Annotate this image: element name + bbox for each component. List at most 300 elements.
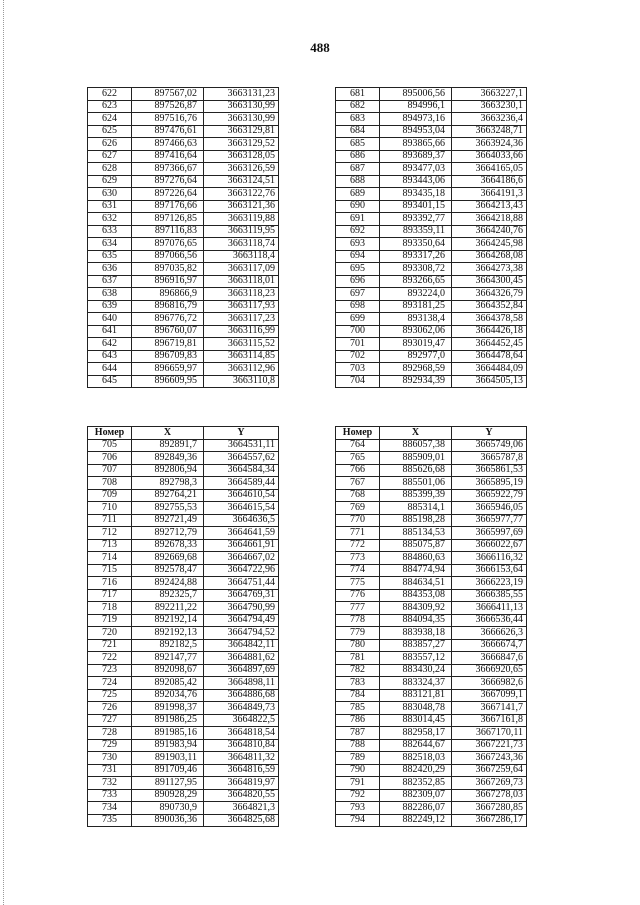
header-number: Номер xyxy=(336,427,380,440)
x-coordinate-cell: 893019,47 xyxy=(380,338,452,351)
x-coordinate-cell: 883430,24 xyxy=(380,664,452,677)
x-coordinate-cell: 891986,25 xyxy=(132,714,204,727)
y-coordinate-cell: 3664897,69 xyxy=(204,664,279,677)
header-x: X xyxy=(132,427,204,440)
header-y: Y xyxy=(452,427,527,440)
table-row xyxy=(88,150,279,163)
point-number-cell: 788 xyxy=(336,739,380,752)
x-coordinate-cell: 892721,49 xyxy=(132,514,204,527)
y-coordinate-cell: 3664821,3 xyxy=(204,802,279,815)
point-number-cell: 709 xyxy=(88,489,132,502)
y-coordinate-cell: 3664794,52 xyxy=(204,627,279,640)
table-row xyxy=(88,752,279,765)
point-number-cell: 778 xyxy=(336,614,380,627)
point-number-cell: 732 xyxy=(88,777,132,790)
point-number-cell: 691 xyxy=(336,213,380,226)
y-coordinate-cell: 3664819,97 xyxy=(204,777,279,790)
point-number-cell: 700 xyxy=(336,325,380,338)
point-number-cell: 791 xyxy=(336,777,380,790)
y-coordinate-cell: 3664352,84 xyxy=(452,300,527,313)
table-row xyxy=(88,100,279,113)
y-coordinate-cell: 3663119,88 xyxy=(204,213,279,226)
table-row xyxy=(336,652,527,665)
point-number-cell: 683 xyxy=(336,113,380,126)
x-coordinate-cell: 897567,02 xyxy=(132,88,204,101)
table-row xyxy=(336,125,527,138)
x-coordinate-cell: 885399,39 xyxy=(380,489,452,502)
point-number-cell: 639 xyxy=(88,300,132,313)
point-number-cell: 688 xyxy=(336,175,380,188)
point-number-cell: 785 xyxy=(336,702,380,715)
table-row xyxy=(88,664,279,677)
y-coordinate-cell: 3664881,62 xyxy=(204,652,279,665)
x-coordinate-cell: 882644,67 xyxy=(380,739,452,752)
x-coordinate-cell: 882352,85 xyxy=(380,777,452,790)
table-row xyxy=(336,714,527,727)
y-coordinate-cell: 3667259,64 xyxy=(452,764,527,777)
table-row xyxy=(88,677,279,690)
table-row xyxy=(336,514,527,527)
table-row xyxy=(336,614,527,627)
x-coordinate-cell: 884774,94 xyxy=(380,564,452,577)
y-coordinate-cell: 3663122,76 xyxy=(204,188,279,201)
table-row xyxy=(88,213,279,226)
point-number-cell: 717 xyxy=(88,589,132,602)
x-coordinate-cell: 896816,79 xyxy=(132,300,204,313)
x-coordinate-cell: 892211,22 xyxy=(132,602,204,615)
x-coordinate-cell: 897226,64 xyxy=(132,188,204,201)
table-row xyxy=(336,602,527,615)
y-coordinate-cell: 3667221,73 xyxy=(452,739,527,752)
y-coordinate-cell: 3663118,23 xyxy=(204,288,279,301)
x-coordinate-cell: 897066,56 xyxy=(132,250,204,263)
y-coordinate-cell: 3663230,1 xyxy=(452,100,527,113)
x-coordinate-cell: 891983,94 xyxy=(132,739,204,752)
coordinates-table-1 xyxy=(87,87,279,388)
x-coordinate-cell: 885626,68 xyxy=(380,464,452,477)
y-coordinate-cell: 3665895,19 xyxy=(452,477,527,490)
x-coordinate-cell: 892968,59 xyxy=(380,363,452,376)
table-row xyxy=(336,664,527,677)
point-number-cell: 642 xyxy=(88,338,132,351)
y-coordinate-cell: 3663118,4 xyxy=(204,250,279,263)
table-row xyxy=(88,552,279,565)
x-coordinate-cell: 892712,79 xyxy=(132,527,204,540)
y-coordinate-cell: 3663117,23 xyxy=(204,313,279,326)
y-coordinate-cell: 3663115,52 xyxy=(204,338,279,351)
point-number-cell: 626 xyxy=(88,138,132,151)
point-number-cell: 779 xyxy=(336,627,380,640)
point-number-cell: 720 xyxy=(88,627,132,640)
x-coordinate-cell: 897516,76 xyxy=(132,113,204,126)
point-number-cell: 734 xyxy=(88,802,132,815)
point-number-cell: 635 xyxy=(88,250,132,263)
table-row xyxy=(336,188,527,201)
table-row xyxy=(88,564,279,577)
table-row xyxy=(88,514,279,527)
y-coordinate-cell: 3664790,99 xyxy=(204,602,279,615)
x-coordinate-cell: 891998,37 xyxy=(132,702,204,715)
point-number-cell: 693 xyxy=(336,238,380,251)
y-coordinate-cell: 3664273,38 xyxy=(452,263,527,276)
y-coordinate-cell: 3667280,85 xyxy=(452,802,527,815)
y-coordinate-cell: 3664505,13 xyxy=(452,375,527,388)
y-coordinate-cell: 3664300,45 xyxy=(452,275,527,288)
table-row xyxy=(88,627,279,640)
x-coordinate-cell: 892849,36 xyxy=(132,452,204,465)
point-number-cell: 630 xyxy=(88,188,132,201)
y-coordinate-cell: 3664478,64 xyxy=(452,350,527,363)
table-row xyxy=(336,727,527,740)
point-number-cell: 715 xyxy=(88,564,132,577)
table-row xyxy=(88,777,279,790)
point-number-cell: 770 xyxy=(336,514,380,527)
table-row xyxy=(88,363,279,376)
x-coordinate-cell: 894996,1 xyxy=(380,100,452,113)
page-number: 488 xyxy=(310,40,330,55)
table-row xyxy=(88,764,279,777)
y-coordinate-cell: 3664636,5 xyxy=(204,514,279,527)
table-row xyxy=(88,375,279,388)
y-coordinate-cell: 3663130,99 xyxy=(204,113,279,126)
coordinates-table-4 xyxy=(335,426,527,827)
table-row xyxy=(88,275,279,288)
point-number-cell: 721 xyxy=(88,639,132,652)
table-row xyxy=(336,677,527,690)
y-coordinate-cell: 3667269,73 xyxy=(452,777,527,790)
x-coordinate-cell: 893138,4 xyxy=(380,313,452,326)
y-coordinate-cell: 3663119,95 xyxy=(204,225,279,238)
y-coordinate-cell: 3663117,09 xyxy=(204,263,279,276)
table-row xyxy=(336,150,527,163)
x-coordinate-cell: 897366,67 xyxy=(132,163,204,176)
table-row xyxy=(88,614,279,627)
point-number-cell: 685 xyxy=(336,138,380,151)
table-row xyxy=(88,125,279,138)
x-coordinate-cell: 883938,18 xyxy=(380,627,452,640)
x-coordinate-cell: 897126,85 xyxy=(132,213,204,226)
y-coordinate-cell: 3665922,79 xyxy=(452,489,527,502)
table-row xyxy=(336,163,527,176)
y-coordinate-cell: 3665977,77 xyxy=(452,514,527,527)
point-number-cell: 730 xyxy=(88,752,132,765)
point-number-cell: 767 xyxy=(336,477,380,490)
y-coordinate-cell: 3664165,05 xyxy=(452,163,527,176)
x-coordinate-cell: 896776,72 xyxy=(132,313,204,326)
y-coordinate-cell: 3664722,96 xyxy=(204,564,279,577)
table-row xyxy=(88,300,279,313)
point-number-cell: 681 xyxy=(336,88,380,101)
table-row xyxy=(88,502,279,515)
x-coordinate-cell: 890928,29 xyxy=(132,789,204,802)
y-coordinate-cell: 3664842,11 xyxy=(204,639,279,652)
y-coordinate-cell: 3663227,1 xyxy=(452,88,527,101)
point-number-cell: 697 xyxy=(336,288,380,301)
x-coordinate-cell: 892147,77 xyxy=(132,652,204,665)
point-number-cell: 708 xyxy=(88,477,132,490)
point-number-cell: 641 xyxy=(88,325,132,338)
table-row xyxy=(88,527,279,540)
y-coordinate-cell: 3663129,81 xyxy=(204,125,279,138)
point-number-cell: 772 xyxy=(336,539,380,552)
point-number-cell: 705 xyxy=(88,439,132,452)
y-coordinate-cell: 3664245,98 xyxy=(452,238,527,251)
table-row xyxy=(336,225,527,238)
point-number-cell: 687 xyxy=(336,163,380,176)
y-coordinate-cell: 3664886,68 xyxy=(204,689,279,702)
table-row xyxy=(88,539,279,552)
page-edge-line xyxy=(3,0,5,905)
x-coordinate-cell: 883014,45 xyxy=(380,714,452,727)
y-coordinate-cell: 3664426,18 xyxy=(452,325,527,338)
x-coordinate-cell: 886057,38 xyxy=(380,439,452,452)
x-coordinate-cell: 897526,87 xyxy=(132,100,204,113)
x-coordinate-cell: 884634,51 xyxy=(380,577,452,590)
y-coordinate-cell: 3667170,11 xyxy=(452,727,527,740)
x-coordinate-cell: 891127,95 xyxy=(132,777,204,790)
y-coordinate-cell: 3663126,59 xyxy=(204,163,279,176)
x-coordinate-cell: 893435,18 xyxy=(380,188,452,201)
point-number-cell: 632 xyxy=(88,213,132,226)
y-coordinate-cell: 3663121,36 xyxy=(204,200,279,213)
x-coordinate-cell: 883121,81 xyxy=(380,689,452,702)
point-number-cell: 628 xyxy=(88,163,132,176)
point-number-cell: 686 xyxy=(336,150,380,163)
y-coordinate-cell: 3663129,52 xyxy=(204,138,279,151)
table-row xyxy=(336,789,527,802)
x-coordinate-cell: 882286,07 xyxy=(380,802,452,815)
table-row xyxy=(336,502,527,515)
x-coordinate-cell: 883048,78 xyxy=(380,702,452,715)
y-coordinate-cell: 3664794,49 xyxy=(204,614,279,627)
point-number-cell: 643 xyxy=(88,350,132,363)
y-coordinate-cell: 3663117,93 xyxy=(204,300,279,313)
x-coordinate-cell: 893224,0 xyxy=(380,288,452,301)
x-coordinate-cell: 892182,5 xyxy=(132,639,204,652)
y-coordinate-cell: 3664218,88 xyxy=(452,213,527,226)
x-coordinate-cell: 893477,03 xyxy=(380,163,452,176)
x-coordinate-cell: 896719,81 xyxy=(132,338,204,351)
y-coordinate-cell: 3663130,99 xyxy=(204,100,279,113)
point-number-cell: 774 xyxy=(336,564,380,577)
table-row xyxy=(336,589,527,602)
table-row xyxy=(336,552,527,565)
point-number-cell: 771 xyxy=(336,527,380,540)
y-coordinate-cell: 3666385,55 xyxy=(452,589,527,602)
point-number-cell: 782 xyxy=(336,664,380,677)
x-coordinate-cell: 892806,94 xyxy=(132,464,204,477)
y-coordinate-cell: 3666674,7 xyxy=(452,639,527,652)
y-coordinate-cell: 3663248,71 xyxy=(452,125,527,138)
header-row xyxy=(88,427,279,440)
x-coordinate-cell: 892755,53 xyxy=(132,502,204,515)
y-coordinate-cell: 3664641,59 xyxy=(204,527,279,540)
table-row xyxy=(336,564,527,577)
x-coordinate-cell: 893359,11 xyxy=(380,225,452,238)
y-coordinate-cell: 3666536,44 xyxy=(452,614,527,627)
y-coordinate-cell: 3664661,91 xyxy=(204,539,279,552)
point-number-cell: 727 xyxy=(88,714,132,727)
table-row xyxy=(88,225,279,238)
table-row xyxy=(88,739,279,752)
y-coordinate-cell: 3664751,44 xyxy=(204,577,279,590)
point-number-cell: 723 xyxy=(88,664,132,677)
y-coordinate-cell: 3663112,96 xyxy=(204,363,279,376)
x-coordinate-cell: 893181,25 xyxy=(380,300,452,313)
x-coordinate-cell: 896760,07 xyxy=(132,325,204,338)
x-coordinate-cell: 882958,17 xyxy=(380,727,452,740)
y-coordinate-cell: 3664898,11 xyxy=(204,677,279,690)
table-row xyxy=(336,288,527,301)
point-number-cell: 794 xyxy=(336,814,380,827)
y-coordinate-cell: 3663116,99 xyxy=(204,325,279,338)
x-coordinate-cell: 884860,63 xyxy=(380,552,452,565)
point-number-cell: 636 xyxy=(88,263,132,276)
point-number-cell: 629 xyxy=(88,175,132,188)
point-number-cell: 731 xyxy=(88,764,132,777)
point-number-cell: 640 xyxy=(88,313,132,326)
point-number-cell: 789 xyxy=(336,752,380,765)
y-coordinate-cell: 3666982,6 xyxy=(452,677,527,690)
table-row xyxy=(336,200,527,213)
point-number-cell: 787 xyxy=(336,727,380,740)
point-number-cell: 690 xyxy=(336,200,380,213)
y-coordinate-cell: 3663118,01 xyxy=(204,275,279,288)
y-coordinate-cell: 3666022,67 xyxy=(452,539,527,552)
table-row xyxy=(336,752,527,765)
table-row xyxy=(88,325,279,338)
point-number-cell: 726 xyxy=(88,702,132,715)
x-coordinate-cell: 892098,67 xyxy=(132,664,204,677)
y-coordinate-cell: 3664378,58 xyxy=(452,313,527,326)
y-coordinate-cell: 3664531,11 xyxy=(204,439,279,452)
point-number-cell: 714 xyxy=(88,552,132,565)
table-row xyxy=(88,250,279,263)
point-number-cell: 703 xyxy=(336,363,380,376)
y-coordinate-cell: 3664810,84 xyxy=(204,739,279,752)
point-number-cell: 769 xyxy=(336,502,380,515)
table-row xyxy=(336,338,527,351)
point-number-cell: 773 xyxy=(336,552,380,565)
table-row xyxy=(88,188,279,201)
y-coordinate-cell: 3667286,17 xyxy=(452,814,527,827)
point-number-cell: 780 xyxy=(336,639,380,652)
y-coordinate-cell: 3664769,31 xyxy=(204,589,279,602)
table-row xyxy=(88,175,279,188)
y-coordinate-cell: 3663128,05 xyxy=(204,150,279,163)
point-number-cell: 622 xyxy=(88,88,132,101)
table-row xyxy=(336,88,527,101)
table-row xyxy=(88,814,279,827)
x-coordinate-cell: 892669,68 xyxy=(132,552,204,565)
point-number-cell: 627 xyxy=(88,150,132,163)
x-coordinate-cell: 885501,06 xyxy=(380,477,452,490)
point-number-cell: 695 xyxy=(336,263,380,276)
point-number-cell: 764 xyxy=(336,439,380,452)
y-coordinate-cell: 3665997,69 xyxy=(452,527,527,540)
y-coordinate-cell: 3666223,19 xyxy=(452,577,527,590)
table-row xyxy=(336,275,527,288)
y-coordinate-cell: 3664667,02 xyxy=(204,552,279,565)
point-number-cell: 701 xyxy=(336,338,380,351)
table-row xyxy=(88,350,279,363)
table-row xyxy=(336,764,527,777)
x-coordinate-cell: 892192,14 xyxy=(132,614,204,627)
point-number-cell: 692 xyxy=(336,225,380,238)
y-coordinate-cell: 3663236,4 xyxy=(452,113,527,126)
y-coordinate-cell: 3666411,13 xyxy=(452,602,527,615)
table-row xyxy=(336,439,527,452)
x-coordinate-cell: 892325,7 xyxy=(132,589,204,602)
x-coordinate-cell: 882309,07 xyxy=(380,789,452,802)
table-row xyxy=(88,113,279,126)
table-row xyxy=(336,639,527,652)
y-coordinate-cell: 3664816,59 xyxy=(204,764,279,777)
point-number-cell: 645 xyxy=(88,375,132,388)
table-row xyxy=(88,288,279,301)
point-number-cell: 716 xyxy=(88,577,132,590)
point-number-cell: 623 xyxy=(88,100,132,113)
coordinates-table-2 xyxy=(335,87,527,388)
point-number-cell: 634 xyxy=(88,238,132,251)
point-number-cell: 781 xyxy=(336,652,380,665)
table-row xyxy=(88,338,279,351)
table-row xyxy=(88,263,279,276)
point-number-cell: 777 xyxy=(336,602,380,615)
x-coordinate-cell: 892424,88 xyxy=(132,577,204,590)
point-number-cell: 729 xyxy=(88,739,132,752)
table-row xyxy=(336,739,527,752)
x-coordinate-cell: 897276,64 xyxy=(132,175,204,188)
point-number-cell: 711 xyxy=(88,514,132,527)
table-row xyxy=(88,577,279,590)
table-row xyxy=(336,689,527,702)
y-coordinate-cell: 3667278,03 xyxy=(452,789,527,802)
y-coordinate-cell: 3664033,66 xyxy=(452,150,527,163)
table-row xyxy=(336,452,527,465)
table-row xyxy=(336,489,527,502)
x-coordinate-cell: 892934,39 xyxy=(380,375,452,388)
point-number-cell: 722 xyxy=(88,652,132,665)
x-coordinate-cell: 892798,3 xyxy=(132,477,204,490)
y-coordinate-cell: 3663924,36 xyxy=(452,138,527,151)
table-row xyxy=(336,213,527,226)
header-number: Номер xyxy=(88,427,132,440)
x-coordinate-cell: 897476,61 xyxy=(132,125,204,138)
point-number-cell: 775 xyxy=(336,577,380,590)
table-row xyxy=(88,477,279,490)
x-coordinate-cell: 893392,77 xyxy=(380,213,452,226)
table-row xyxy=(336,527,527,540)
header-x: X xyxy=(380,427,452,440)
x-coordinate-cell: 892977,0 xyxy=(380,350,452,363)
coordinates-table-3 xyxy=(87,426,279,827)
x-coordinate-cell: 893308,72 xyxy=(380,263,452,276)
table-row xyxy=(336,464,527,477)
point-number-cell: 702 xyxy=(336,350,380,363)
x-coordinate-cell: 892192,13 xyxy=(132,627,204,640)
y-coordinate-cell: 3667141,7 xyxy=(452,702,527,715)
point-number-cell: 712 xyxy=(88,527,132,540)
y-coordinate-cell: 3665946,05 xyxy=(452,502,527,515)
y-coordinate-cell: 3666116,32 xyxy=(452,552,527,565)
point-number-cell: 733 xyxy=(88,789,132,802)
table-row xyxy=(336,238,527,251)
table-row xyxy=(88,714,279,727)
y-coordinate-cell: 3664589,44 xyxy=(204,477,279,490)
x-coordinate-cell: 891985,16 xyxy=(132,727,204,740)
point-number-cell: 704 xyxy=(336,375,380,388)
